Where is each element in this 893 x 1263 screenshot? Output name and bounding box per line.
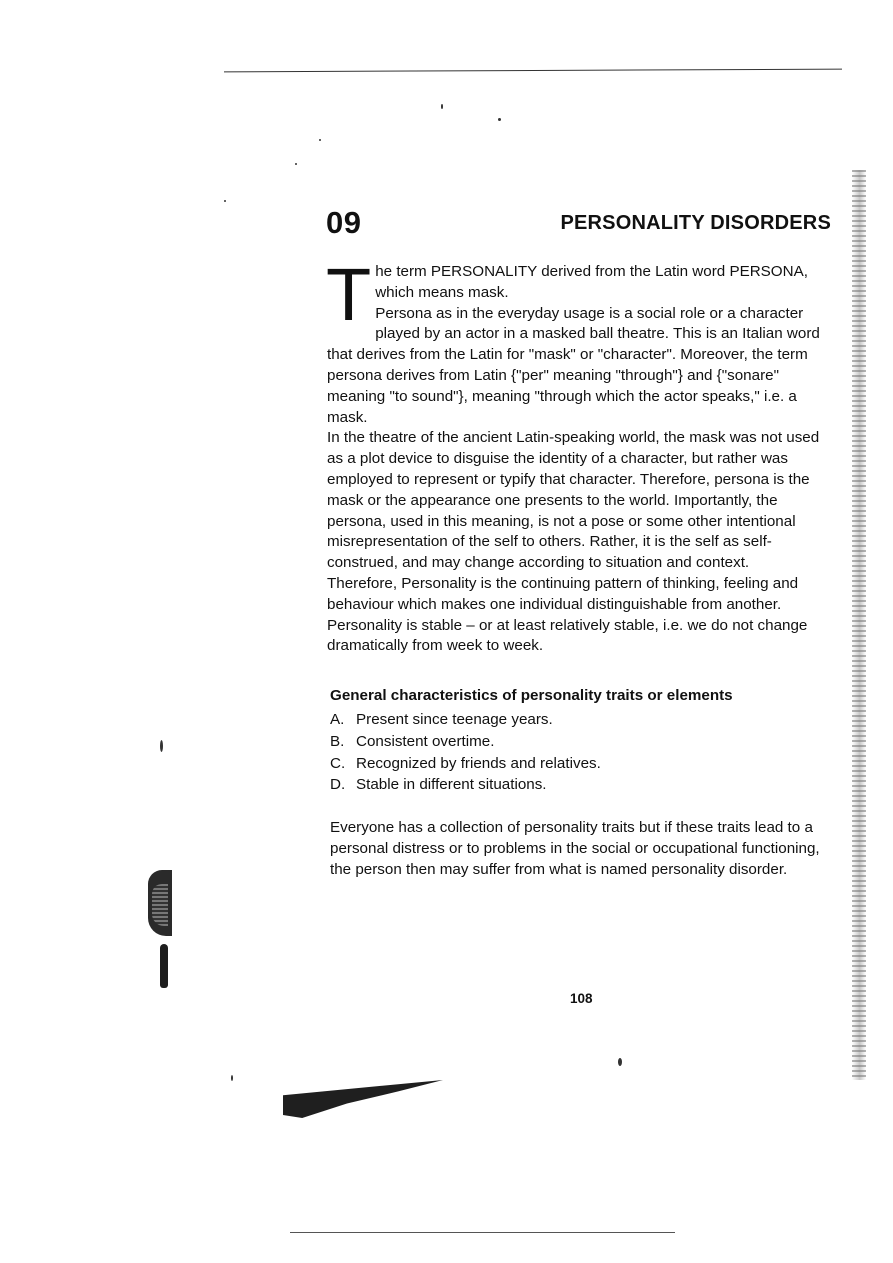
intro-paragraph: Persona as in the everyday usage is a social role or a character played by an actor in a masked ball theatre. This is an Italian word that derives from the Latin for "mask" or "character". Moreover, the term persona derives from Latin {"per" meaning "through"} and {"sonare" meaning "to sound"}, meaning "through which the actor speaks," i.e. a mask. bbox=[327, 304, 820, 426]
intro-paragraph: In the theatre of the ancient Latin-speaking world, the mask was not used as a plot device to disguise the identity of a character, but rather was employed to represent or typify that character. Therefore, persona is the mask or the appearance one presents to the world. Importantly, the persona, used in this meaning, is not a pose or some other intentional misrepresentation of the self to others. Rather, it is the self as self-construed, and may change according to situation and context. bbox=[327, 429, 820, 572]
list-item-letter: D. bbox=[330, 776, 346, 794]
list-item bbox=[330, 731, 601, 753]
list-item-text: Present since teenage years. bbox=[356, 711, 553, 728]
scan-speck bbox=[441, 104, 443, 109]
binder-clip-tail bbox=[160, 944, 168, 988]
list-item-letter: B. bbox=[330, 732, 345, 750]
intro-text bbox=[326, 253, 833, 657]
chapter-number: 09 bbox=[326, 205, 362, 240]
scan-speck bbox=[160, 740, 163, 752]
scan-speck bbox=[295, 163, 297, 165]
intro-paragraph: he term PERSONALITY derived from the Latin word PERSONA, which means mask. bbox=[375, 263, 808, 301]
list-item-letter: A. bbox=[330, 711, 345, 728]
scan-speck bbox=[319, 139, 321, 141]
chapter-heading bbox=[326, 205, 831, 245]
drop-cap: T bbox=[326, 253, 372, 336]
list-item bbox=[330, 774, 601, 796]
intro-paragraph: Therefore, Personality is the continuing pattern of thinking, feeling and behaviour which makes one individual distinguishable from another. Personality is stable – or at least relatively stable, i.e. we do not change dramatically from week to week. bbox=[327, 574, 808, 655]
list-item-text: Stable in different situations. bbox=[356, 776, 547, 794]
closing-paragraph: Everyone has a collection of personality traits but if these traits lead to a personal distress or to problems in the social or occupational functioning, the person then may suffer from what is named personality disorder. bbox=[330, 819, 820, 878]
scan-speck bbox=[498, 118, 501, 121]
list-item-text: Recognized by friends and relatives. bbox=[356, 754, 601, 772]
characteristics-list bbox=[330, 709, 601, 796]
list-item-text: Consistent overtime. bbox=[356, 732, 495, 750]
binder-clip-texture bbox=[152, 884, 168, 926]
scan-speck bbox=[224, 200, 226, 202]
scan-smudge bbox=[283, 1080, 443, 1118]
bottom-rule bbox=[290, 1232, 675, 1233]
page-number: 108 bbox=[570, 991, 593, 1006]
characteristics-heading: General characteristics of personality traits or elements bbox=[330, 687, 733, 704]
list-item bbox=[330, 753, 601, 775]
scan-speck bbox=[618, 1058, 622, 1066]
scan-page-edge bbox=[852, 170, 866, 1080]
list-item-letter: C. bbox=[330, 754, 346, 772]
top-rule bbox=[224, 69, 842, 73]
list-item bbox=[330, 709, 601, 731]
scan-speck bbox=[231, 1075, 233, 1081]
chapter-title: PERSONALITY DISORDERS bbox=[560, 212, 831, 234]
